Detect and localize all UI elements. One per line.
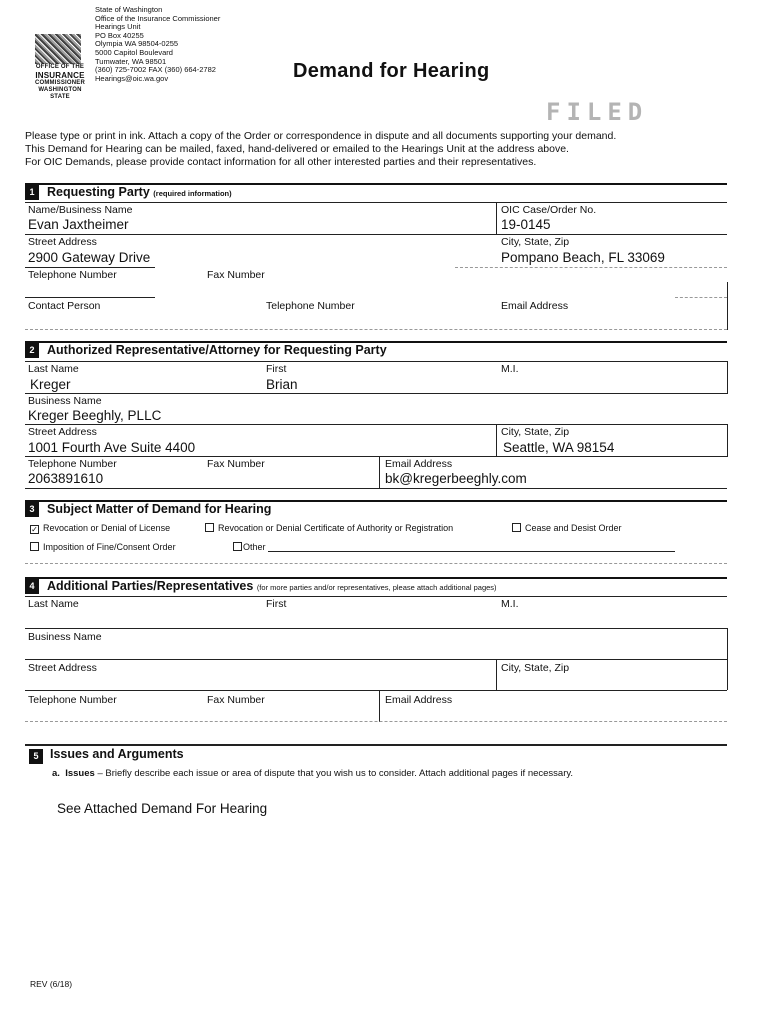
cease-desist-checkbox[interactable] (512, 523, 622, 533)
instruction-line: This Demand for Hearing can be mailed, faxed, hand-delivered or emailed to the Hearings Unit at the address above. (25, 143, 569, 155)
divider (25, 202, 727, 203)
street-label: Street Address (28, 662, 97, 674)
section-title: Authorized Representative/Attorney for Requesting Party (47, 343, 387, 357)
issues-answer[interactable]: See Attached Demand For Hearing (57, 801, 268, 816)
option-label: Cease and Desist Order (525, 523, 622, 533)
revocation-certificate-checkbox[interactable] (205, 523, 453, 533)
city-label: City, State, Zip (501, 662, 570, 674)
checkbox-icon (233, 542, 242, 551)
agency-line: PO Box 40255 (95, 30, 144, 40)
divider (25, 596, 727, 597)
instruction-line: Please type or print in ink. Attach a copy of the Order or correspondence in dispute and all documents supporting your demand. (25, 130, 617, 142)
telephone-value[interactable]: 2063891610 (28, 471, 104, 486)
section-1-header (25, 183, 727, 201)
section-title (47, 185, 232, 199)
fine-consent-checkbox[interactable] (30, 542, 176, 552)
section-2-header (25, 341, 727, 359)
business-name-label: Business Name (28, 631, 102, 643)
street-value[interactable]: 2900 Gateway Drive (28, 250, 151, 265)
fax-label: Fax Number (207, 694, 265, 706)
last-name-label: Last Name (28, 598, 79, 610)
section-title: Subject Matter of Demand for Hearing (47, 502, 272, 516)
fax-label: Fax Number (207, 269, 265, 281)
divider (25, 456, 727, 457)
divider (455, 267, 727, 268)
agency-line: 5000 Capitol Boulevard (95, 47, 173, 57)
seal-text-line: INSURANCE (35, 71, 85, 80)
other-checkbox[interactable] (233, 542, 266, 552)
city-label: City, State, Zip (501, 236, 570, 248)
checkbox-icon (30, 542, 39, 551)
option-label: Revocation or Denial of License (43, 523, 171, 533)
street-label: Street Address (28, 426, 97, 438)
option-label: Revocation or Denial Certificate of Authority or Registration (218, 523, 454, 533)
checkbox-icon (205, 523, 214, 532)
city-value[interactable]: Seattle, WA 98154 (503, 440, 615, 455)
seal-text-line: COMMISSIONER (34, 80, 86, 86)
business-name-value[interactable]: Kreger Beeghly, PLLC (28, 408, 162, 423)
divider (727, 361, 728, 394)
section-3-header (25, 500, 727, 518)
name-label: Name/Business Name (28, 204, 133, 216)
checked-checkbox-icon: ✓ (31, 525, 38, 534)
divider (25, 721, 727, 722)
divider (25, 659, 727, 660)
filed-stamp: FILED (546, 98, 649, 126)
agency-line: Olympia WA 98504-0255 (95, 39, 179, 49)
city-value[interactable]: Pompano Beach, FL 33069 (501, 250, 665, 265)
divider (496, 424, 497, 457)
divider (25, 563, 727, 564)
agency-line: State of Washington (95, 5, 163, 14)
instruction-line: For OIC Demands, please provide contact information for all other interested parties and their representatives. (25, 156, 537, 168)
agency-line: Office of the Insurance Commissioner (95, 13, 221, 23)
divider (25, 234, 727, 235)
section-note: (for more parties and/or representatives, please attach additional pages) (256, 583, 497, 592)
agency-line: Hearings@oic.wa.gov (95, 73, 169, 83)
agency-line: Hearings Unit (95, 22, 141, 32)
divider (25, 393, 727, 394)
section-number: 4 (25, 579, 39, 594)
telephone-label: Telephone Number (28, 694, 117, 706)
divider (675, 297, 727, 298)
divider (727, 424, 728, 457)
last-name-label: Last Name (28, 363, 79, 375)
instructions (25, 130, 616, 169)
option-label: Imposition of Fine/Consent Order (43, 542, 176, 552)
divider (379, 456, 380, 489)
revision-label: REV (6/18) (30, 979, 73, 989)
item-letter: a. (52, 768, 60, 779)
first-name-label: First (266, 598, 287, 610)
divider (727, 282, 728, 330)
section-title-text: Additional Parties/Representatives (47, 579, 254, 593)
first-name-label: First (266, 363, 287, 375)
revocation-license-checkbox[interactable] (30, 523, 170, 534)
telephone-label: Telephone Number (28, 269, 117, 281)
section-number: 2 (25, 343, 39, 358)
agency-line: Tumwater, WA 98501 (95, 56, 167, 66)
section-title-text: Requesting Party (47, 185, 150, 199)
section-note: (required information) (153, 189, 232, 198)
city-label: City, State, Zip (501, 426, 570, 438)
issues-instruction (52, 768, 573, 779)
section-number: 5 (29, 749, 43, 764)
email-label: Email Address (385, 458, 453, 470)
section-number: 3 (25, 502, 39, 517)
divider (496, 659, 497, 690)
item-heading: Issues (65, 768, 95, 779)
case-value[interactable]: 19-0145 (501, 217, 551, 232)
seal-text-line: OFFICE OF THE (35, 64, 85, 70)
email-label: Email Address (385, 694, 453, 706)
business-name-label: Business Name (28, 395, 102, 407)
street-label: Street Address (28, 236, 97, 248)
divider (25, 329, 727, 330)
section-4-header (25, 577, 727, 595)
name-value[interactable]: Evan Jaxtheimer (28, 217, 129, 232)
oic-seal-image (35, 34, 81, 64)
contact-person-label: Contact Person (28, 300, 101, 312)
divider (25, 744, 727, 746)
section-title: Issues and Arguments (50, 747, 184, 761)
section-number: 1 (25, 185, 39, 200)
seal-text (30, 64, 90, 101)
divider (25, 361, 727, 362)
divider (25, 488, 727, 489)
email-value[interactable]: bk@kregerbeeghly.com (385, 471, 527, 486)
street-value[interactable]: 1001 Fourth Ave Suite 4400 (28, 440, 196, 455)
divider (25, 424, 727, 425)
divider (496, 202, 497, 235)
email-label: Email Address (501, 300, 569, 312)
other-input-line[interactable] (268, 551, 675, 552)
first-name-value[interactable]: Brian (266, 377, 298, 392)
mi-label: M.I. (501, 598, 519, 610)
section-title (47, 579, 497, 593)
divider (25, 628, 727, 629)
item-text: – Briefly describe each issue or area of dispute that you wish us to consider. Attach additional pages if necessary. (97, 768, 574, 779)
divider (25, 297, 155, 298)
divider (727, 628, 728, 690)
telephone-label: Telephone Number (28, 458, 117, 470)
fax-label: Fax Number (207, 458, 265, 470)
checkbox-icon (512, 523, 521, 532)
agency-address (95, 6, 220, 83)
telephone-label-2: Telephone Number (266, 300, 355, 312)
divider (379, 690, 380, 722)
agency-line: (360) 725-7002 FAX (360) 664-2782 (95, 65, 216, 75)
seal-text-line: WASHINGTON STATE (38, 87, 82, 100)
divider (25, 690, 727, 691)
option-label: Other (243, 542, 266, 552)
last-name-value[interactable]: Kreger (30, 377, 71, 392)
page-title: Demand for Hearing (293, 60, 490, 82)
divider (25, 267, 155, 268)
case-label: OIC Case/Order No. (501, 204, 597, 216)
mi-label: M.I. (501, 363, 519, 375)
